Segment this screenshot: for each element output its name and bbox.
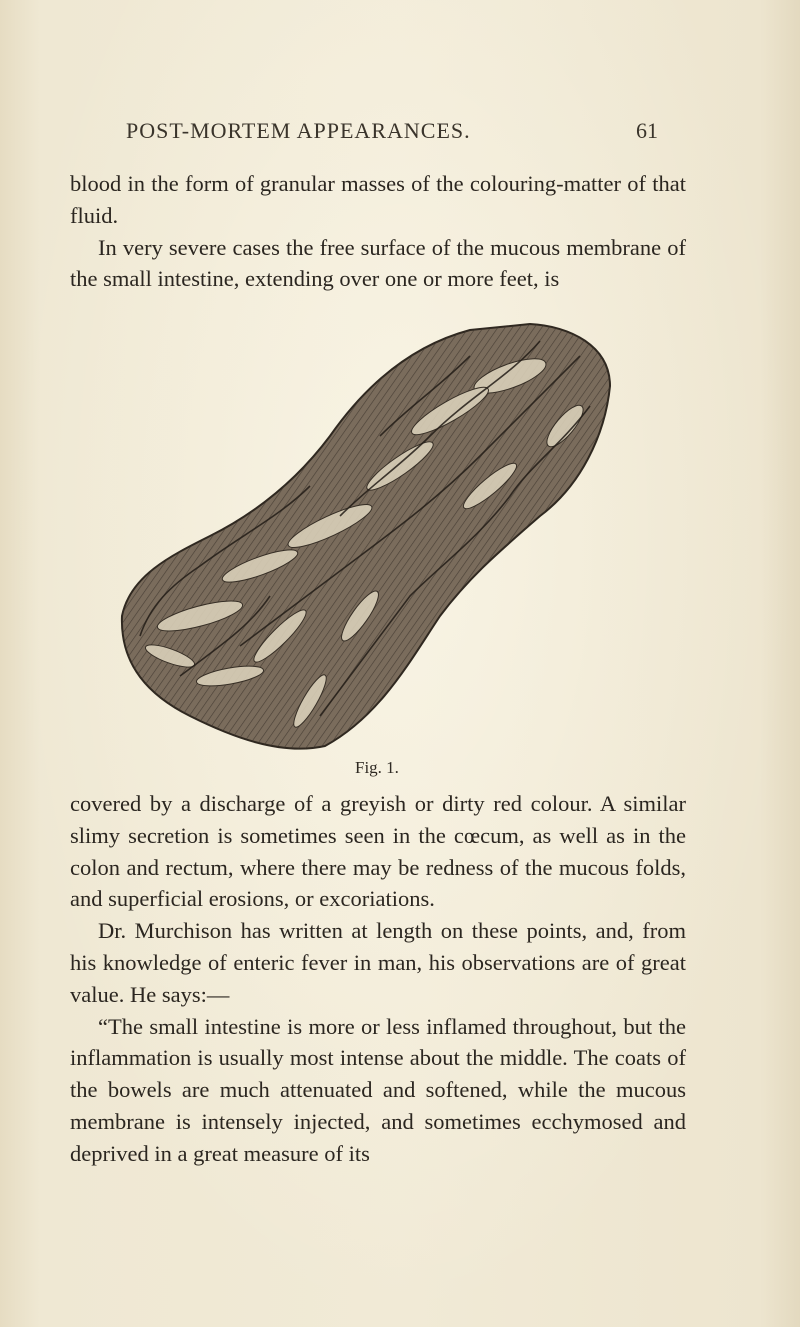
page-number: 61 xyxy=(636,118,658,143)
text-block-bottom xyxy=(70,788,686,1170)
text-block-top xyxy=(70,168,686,295)
running-head xyxy=(0,118,800,148)
running-title: POST-MORTEM APPEARANCES. xyxy=(126,118,471,143)
figure-caption: Fig. 1. xyxy=(355,758,399,777)
paragraph-discharge: covered by a discharge of a greyish or dirty red colour. A similar slimy secretion is sometimes seen in the cœcum, as well as in the colon and rectum, where there may be redness of the mucous folds, and superficial erosions, or excoriations. xyxy=(70,791,686,912)
paragraph-severe-cases: In very severe cases the free surface of the mucous membrane of the small intestine, extending over one or more feet, is xyxy=(70,234,686,292)
intestine-illustration xyxy=(110,316,630,756)
paragraph-continued: blood in the form of granular masses of the colouring-matter of that fluid. xyxy=(70,171,686,228)
paragraph-quotation: “The small intestine is more or less inflamed throughout, but the inflammation is usually most intense about the middle. The coats of the bowels are much attenuated and softened, while the mucous membrane is intensely injected, and sometimes ecchymosed and deprived in a great measure of its xyxy=(70,1013,686,1166)
paragraph-murchison: Dr. Murchison has written at length on these points, and, from his knowledge of enteric fever in man, his observations are of great value. He says:— xyxy=(70,918,686,1007)
